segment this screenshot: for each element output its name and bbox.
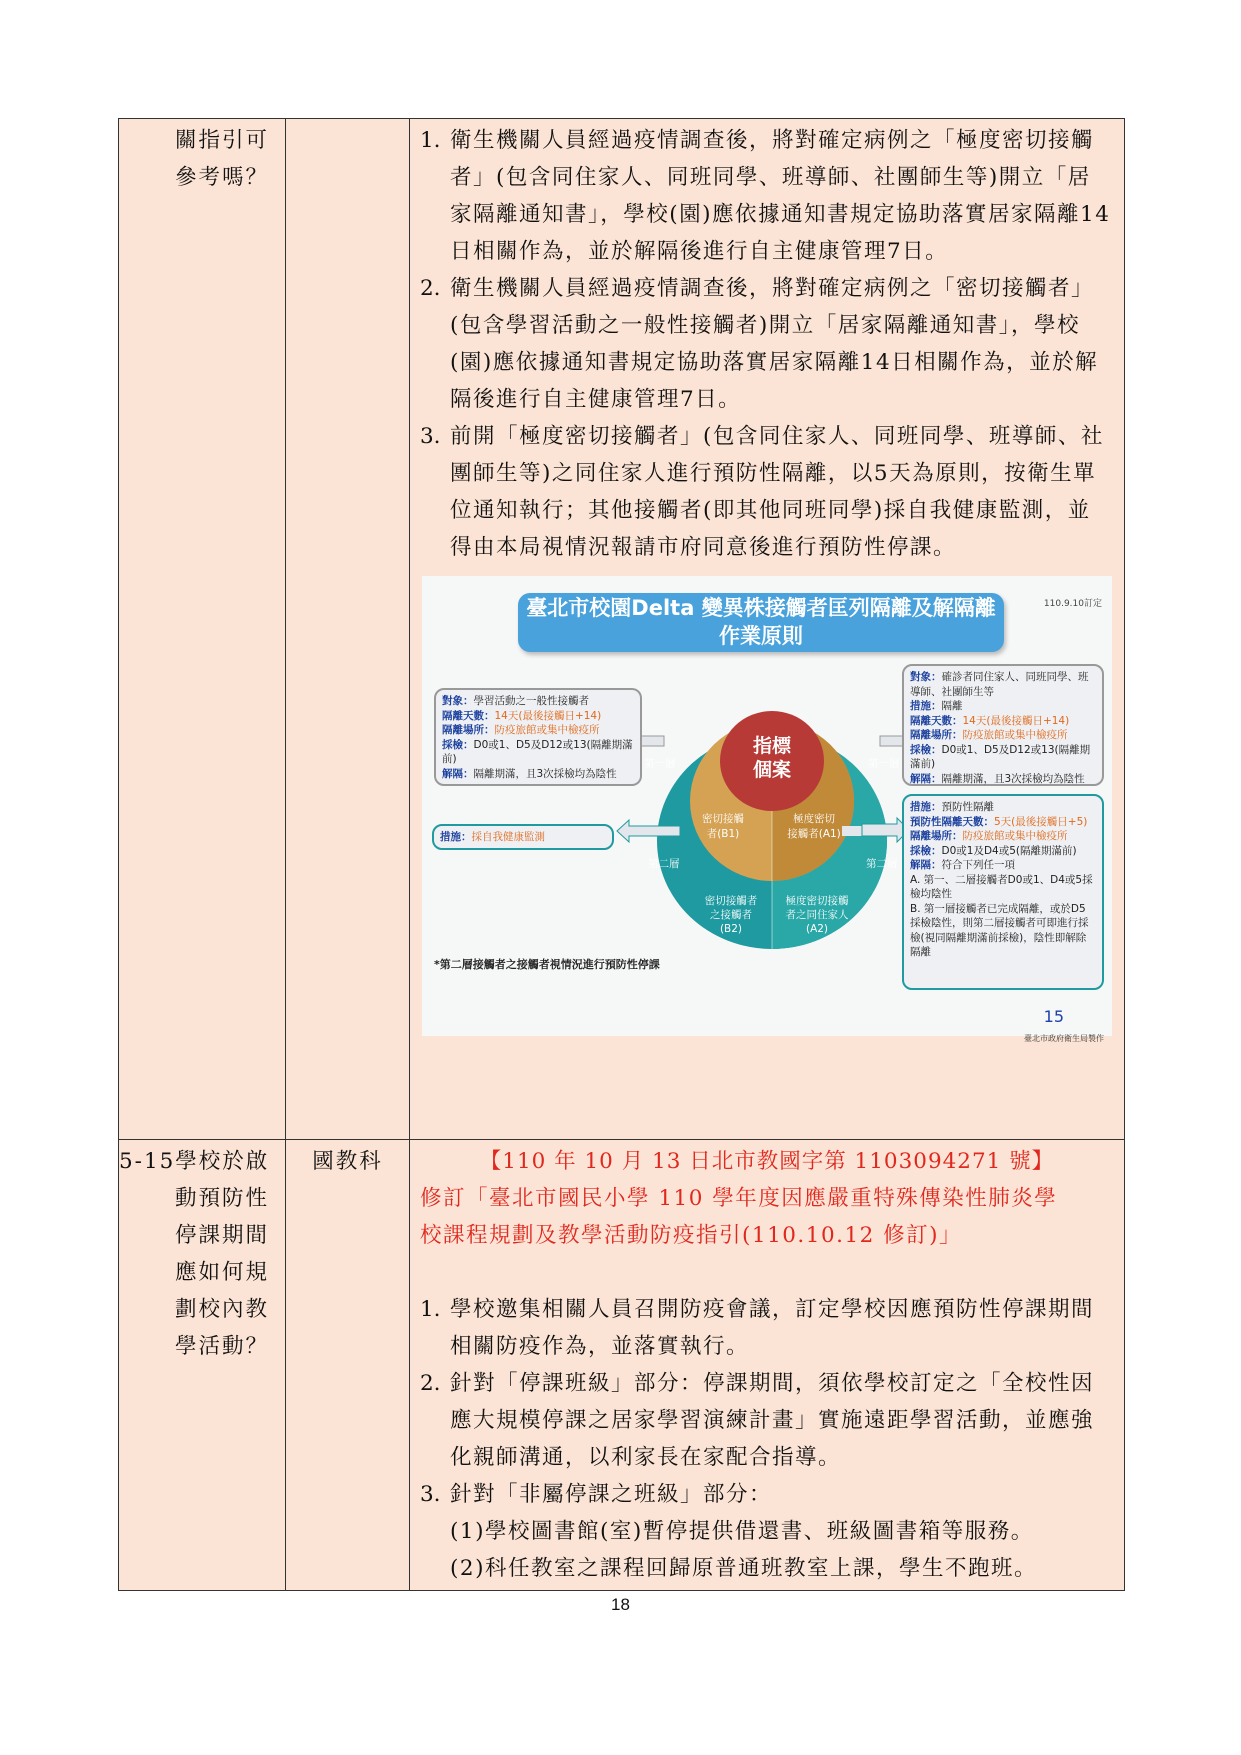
item-text: 學校邀集相關人員召開防疫會議，訂定學校因應預防性停課期間相關防疫作為，並落實執行。: [450, 1297, 1095, 1359]
item-number: 1.: [420, 1297, 441, 1322]
question-line: 應如何規: [175, 1260, 270, 1285]
box-value: 14天(最後接觸日+14): [962, 714, 1070, 727]
label-line: 者之同住家人: [785, 909, 849, 921]
box-key: 隔離場所：: [910, 729, 963, 741]
title-line: 作業原則: [719, 624, 803, 648]
item-text: 針對「停課班級」部分：停課期間，須依學校訂定之「全校性因應大規模停課之居家學習演練計畫」實施遠距學習活動，並應強化親師溝通，以利家長在家配合指導。: [450, 1371, 1095, 1470]
department-cell: [286, 1140, 410, 1591]
label-line: 之接觸者: [710, 909, 752, 921]
delta-quarantine-infographic: [422, 576, 1112, 1043]
box-key: 對象：: [910, 671, 942, 683]
outer-left-label: [692, 894, 770, 936]
box-key: 措施：: [910, 801, 942, 813]
item-text: 針對「非屬停課之班級」部分：: [450, 1482, 773, 1507]
department-cell: [286, 119, 410, 1140]
box-value: 防疫旅館或集中檢疫所: [962, 729, 1068, 741]
list-item: [410, 1291, 1124, 1365]
label-line: 極度密切: [793, 813, 835, 825]
department: 國教科: [312, 1149, 383, 1174]
question-cell: [119, 1140, 286, 1591]
box-preventive-isolation: [902, 794, 1104, 990]
center-label: [734, 734, 810, 782]
box-key: 隔離天數：: [442, 709, 495, 722]
box-line: [910, 815, 1096, 830]
list-item: [410, 1365, 1124, 1476]
box-line: [442, 709, 634, 724]
box-line: [910, 699, 1096, 714]
box-key: 措施：: [910, 700, 942, 712]
box-key: 對象：: [442, 695, 474, 707]
box-key: 隔離天數：: [910, 714, 963, 727]
version-note: 110.9.10訂定: [1043, 599, 1102, 609]
box-line: [910, 670, 1096, 699]
box-line: [442, 723, 634, 738]
sub-item: (1)學校圖書館(室)暫停提供借還書、班級圖書箱等服務。: [450, 1519, 1034, 1544]
credit: 臺北市政府衛生局製作: [1024, 1034, 1104, 1043]
center-label-line: 個案: [752, 759, 791, 781]
document-reference: 【110 年 10 月 13 日北市教國字第 1103094271 號】: [479, 1149, 1055, 1174]
title-line: 臺北市校園Delta 變異株接觸者匡列隔離及解隔離: [526, 596, 996, 620]
revision-title-line: 修訂「臺北市國民小學 110 學年度因應嚴重特殊傳染性肺炎學: [420, 1186, 1058, 1211]
answer-cell: [410, 119, 1125, 1140]
box-key: 預防性隔離天數：: [910, 815, 994, 828]
box-line: [910, 800, 1096, 815]
label-line: 接觸者(A1): [787, 828, 841, 840]
box-value: 隔離期滿，且3次採檢均為陰性: [941, 772, 1085, 785]
list-item: [410, 418, 1124, 566]
answer-cell: [410, 1140, 1125, 1591]
box-line: [910, 858, 1096, 873]
box-key: 隔離場所：: [910, 830, 963, 842]
label-line: 者(B1): [706, 828, 740, 840]
list-item: [410, 122, 1124, 270]
layer2-right-label: 第二層: [866, 858, 898, 870]
box-line: [910, 902, 1096, 960]
box-line: [910, 873, 1096, 902]
box-line: [910, 829, 1096, 844]
box-self-monitoring: [432, 824, 614, 850]
box-value: 採自我健康監測: [471, 831, 545, 843]
faq-table: [118, 118, 1125, 1591]
sub-item: (2)科任教室之課程回歸原普通班教室上課，學生不跑班。: [450, 1556, 1037, 1581]
item-text: 衛生機關人員經過疫情調查後，將對確定病例之「密切接觸者」(包含學習活動之一般性接觸者)開立「居家隔離通知書」，學校(園)應依據通知書規定協助落實居家隔離14日相關作為，並於解隔後進行自主健康管理7日。: [450, 276, 1099, 412]
box-line: [910, 714, 1096, 729]
box-line: [442, 767, 634, 782]
label-line: 極度密切接觸: [785, 895, 849, 907]
revision-title-line: 校課程規劃及教學活動防疫指引(110.10.12 修訂)」: [420, 1223, 963, 1248]
layer2-left-label: 第二層: [648, 858, 680, 870]
box-value: 隔離期滿，且3次採檢均為陰性: [473, 767, 617, 780]
box-value: 確診者同住家人、同班同學、班導師、社團師生等: [910, 671, 1089, 698]
inner-left-label: [688, 812, 758, 842]
table-row: [119, 1140, 1125, 1591]
box-value: D0或1及D4或5(隔離期滿前): [941, 844, 1077, 857]
list-item: [410, 270, 1124, 418]
label-line: 密切接觸者: [704, 895, 758, 907]
box-value: 防疫旅館或集中檢疫所: [494, 724, 600, 736]
layer1-right-label: 第一層: [868, 758, 900, 770]
footnote: *第二層接觸者之接觸者視情況進行預防性停課: [434, 958, 660, 971]
box-key: 隔離場所：: [442, 724, 495, 736]
box-key: 解隔：: [910, 772, 942, 785]
infographic-title: [518, 593, 1004, 652]
item-text: 衛生機關人員經過疫情調查後，將對確定病例之「極度密切接觸者」(包含同住家人、同班同學、班導師、社團師生等)開立「居家隔離通知書」，學校(園)應依據通知書規定協助落實居家隔離14日相關作為，並於解隔後進行自主健康管理7日。: [450, 128, 1111, 264]
page-number: 18: [611, 1595, 630, 1614]
item-number: 2.: [420, 276, 441, 301]
question-cell: [119, 119, 286, 1140]
box-value: A. 第一、二層接觸者D0或1、D4或5採檢均陰性: [910, 873, 1093, 900]
question-line: 參考嗎？: [175, 165, 270, 190]
outer-right-label: [774, 894, 860, 936]
box-line: [910, 743, 1096, 772]
item-number: 3.: [420, 1482, 441, 1507]
box-value: 14天(最後接觸日+14): [494, 709, 602, 722]
box-value: D0或1、D5及D12或13(隔離期滿前): [442, 738, 633, 765]
list-item: [410, 1476, 1124, 1513]
item-text: 前開「極度密切接觸者」(包含同住家人、同班同學、班導師、社團師生等)之同住家人進行預防性隔離，以5天為原則，按衛生單位通知執行；其他接觸者(即其他同班同學)採自我健康監測，並得由本局視情況報請市府同意後進行預防性停課。: [450, 424, 1104, 560]
question-line: 劃校內教: [175, 1297, 270, 1322]
question-line: 關指引可: [175, 128, 270, 153]
box-line: [910, 728, 1096, 743]
box-value: D0或1、D5及D12或13(隔離期滿前): [910, 743, 1091, 770]
label-line: (A2): [805, 923, 829, 935]
box-key: 解隔：: [910, 859, 942, 871]
box-general-contacts: [434, 688, 642, 786]
box-value: 預防性隔離: [941, 801, 994, 813]
box-value: 隔離: [941, 700, 963, 712]
box-line: [442, 694, 634, 709]
box-key: 採檢：: [442, 738, 474, 751]
box-key: 解隔：: [442, 767, 474, 780]
question-line: 動預防性: [175, 1186, 270, 1211]
box-value: B. 第一層接觸者已完成隔離，或於D5採檢陰性，則第二層接觸者可即進行採檢(視同隔離期滿前採檢)，陰性即解除隔離: [910, 902, 1089, 958]
box-key: 採檢：: [910, 844, 942, 857]
box-value: 5天(最後接觸日+5): [994, 815, 1088, 828]
center-label-line: 指標: [752, 735, 791, 757]
inner-right-label: [776, 812, 852, 842]
question-line: 停課期間: [175, 1223, 270, 1248]
inner-page-number: 15: [1043, 1007, 1064, 1026]
question-line: 學活動？: [175, 1334, 270, 1359]
layer1-left-label: 第一層: [644, 758, 676, 770]
box-line: [910, 844, 1096, 859]
box-value: 學習活動之一般性接觸者: [473, 695, 589, 707]
item-number: 2.: [420, 1371, 441, 1396]
box-key: 採檢：: [910, 743, 942, 756]
item-number: 1.: [420, 128, 441, 153]
label-line: 密切接觸: [702, 813, 744, 825]
box-line: [442, 738, 634, 767]
box-value: 防疫旅館或集中檢疫所: [962, 830, 1068, 842]
question-line: 5-15學校於啟: [119, 1149, 270, 1174]
box-value: 符合下列任一項: [941, 859, 1015, 871]
box-key: 措施：: [440, 831, 472, 843]
table-row: [119, 119, 1125, 1140]
label-line: (B2): [719, 923, 743, 935]
box-extreme-contacts: [902, 664, 1104, 786]
item-number: 3.: [420, 424, 441, 449]
box-line: [910, 772, 1096, 787]
